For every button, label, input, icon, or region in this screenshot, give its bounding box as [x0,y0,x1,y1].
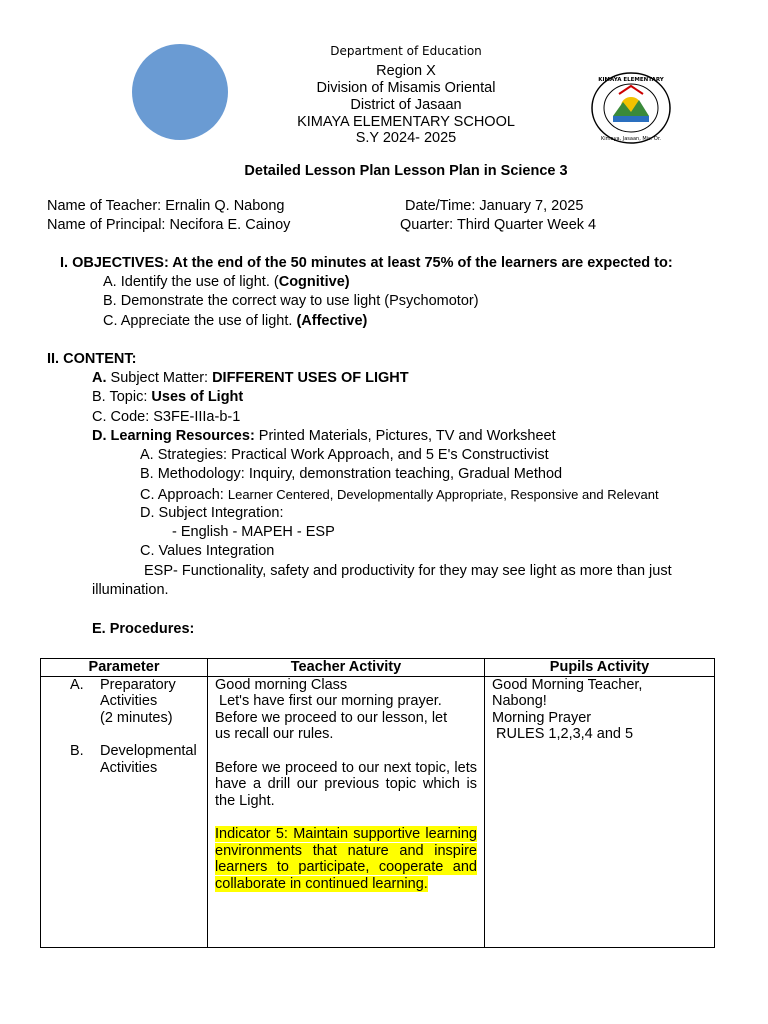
teacher-activity-cell [208,676,485,947]
division-line: Division of Misamis Oriental [316,80,496,96]
content-item-d: D. Learning Resources: Printed Materials, Pictures, TV and Worksheet [92,428,556,444]
pupils-greeting-1: Good Morning Teacher, [492,676,643,693]
teacher-rules-2: us recall our rules. [215,726,334,742]
content-item-a: A. Subject Matter: DIFFERENT USES OF LIGHT [92,370,409,386]
approach: C. Approach: Learner Centered, Developmentally Appropriate, Responsive and Relevant [140,487,659,503]
region-line: Region X [376,63,436,79]
school-year: S.Y 2024- 2025 [355,130,457,146]
esp-line-2: illumination. [92,582,169,598]
parameter-cell [41,676,208,947]
procedures-heading: E. Procedures: [92,621,195,637]
teacher-greeting: Good morning Class [215,676,348,693]
pupils-rules: RULES 1,2,3,4 and 5 [492,726,634,742]
values-integration: C. Values Integration [140,543,275,559]
teacher-drill: Before we proceed to our next topic, lets have a drill our previous topic which is the Light. [215,759,477,809]
date-time: Date/Time: January 7, 2025 [405,198,584,214]
content-item-c: C. Code: S3FE-IIIa-b-1 [92,409,241,425]
indicator-note: Indicator 5: Maintain supportive learning environments that nature and inspire learners to participate, cooperate and collaborate in continued learning. [215,826,477,892]
svg-text:KIMAYA ELEMENTARY: KIMAYA ELEMENTARY [598,77,664,83]
col-parameter: Parameter [41,659,208,677]
school-name: KIMAYA ELEMENTARY SCHOOL [297,114,515,130]
pupils-activity-cell [485,676,715,947]
teacher-prayer: Let's have first our morning prayer. [215,693,442,709]
svg-text:Kimaya, Jasaan, Mis. Or.: Kimaya, Jasaan, Mis. Or. [600,136,662,142]
table-header-row [41,659,715,677]
param-preparatory: A. Preparatory Activities (2 minutes) [70,676,176,726]
quarter: Quarter: Third Quarter Week 4 [400,217,597,233]
lesson-plan-title: Detailed Lesson Plan Lesson Plan in Science 3 [244,163,568,179]
content-item-b: B. Topic: Uses of Light [92,389,244,405]
procedures-table [40,658,715,948]
objective-a: A. Identify the use of light. (Cognitive) [103,274,350,290]
pupils-prayer: Morning Prayer [492,709,592,726]
objectives-heading: I. OBJECTIVES: At the end of the 50 minutes at least 75% of the learners are expected to: [60,255,673,271]
table-row [41,676,715,947]
content-heading: II. CONTENT: [47,351,137,367]
principal-name: Name of Principal: Necifora E. Cainoy [47,217,291,233]
col-pupils-activity: Pupils Activity [485,659,715,677]
objective-b: B. Demonstrate the correct way to use light (Psychomotor) [103,293,479,309]
teacher-name: Name of Teacher: Ernalin Q. Nabong [47,198,285,214]
pupils-greeting-2: Nabong! [492,693,547,709]
col-teacher-activity: Teacher Activity [208,659,485,677]
department-line: Department of Education [330,44,482,58]
methodology: B. Methodology: Inquiry, demonstration teaching, Gradual Method [140,466,563,482]
objective-c: C. Appreciate the use of light. (Affective) [103,313,368,329]
esp-line-1: ESP- Functionality, safety and productivity for they may see light as more than just [144,563,672,579]
integration-subjects: - English - MAPEH - ESP [172,524,335,540]
district-line: District of Jasaan [350,97,462,113]
subject-integration: D. Subject Integration: [140,505,284,521]
teacher-rules-1: Before we proceed to our lesson, let [215,709,448,726]
param-developmental: B. Developmental Activities [70,743,197,776]
strategies: A. Strategies: Practical Work Approach, and 5 E's Constructivist [140,447,549,463]
